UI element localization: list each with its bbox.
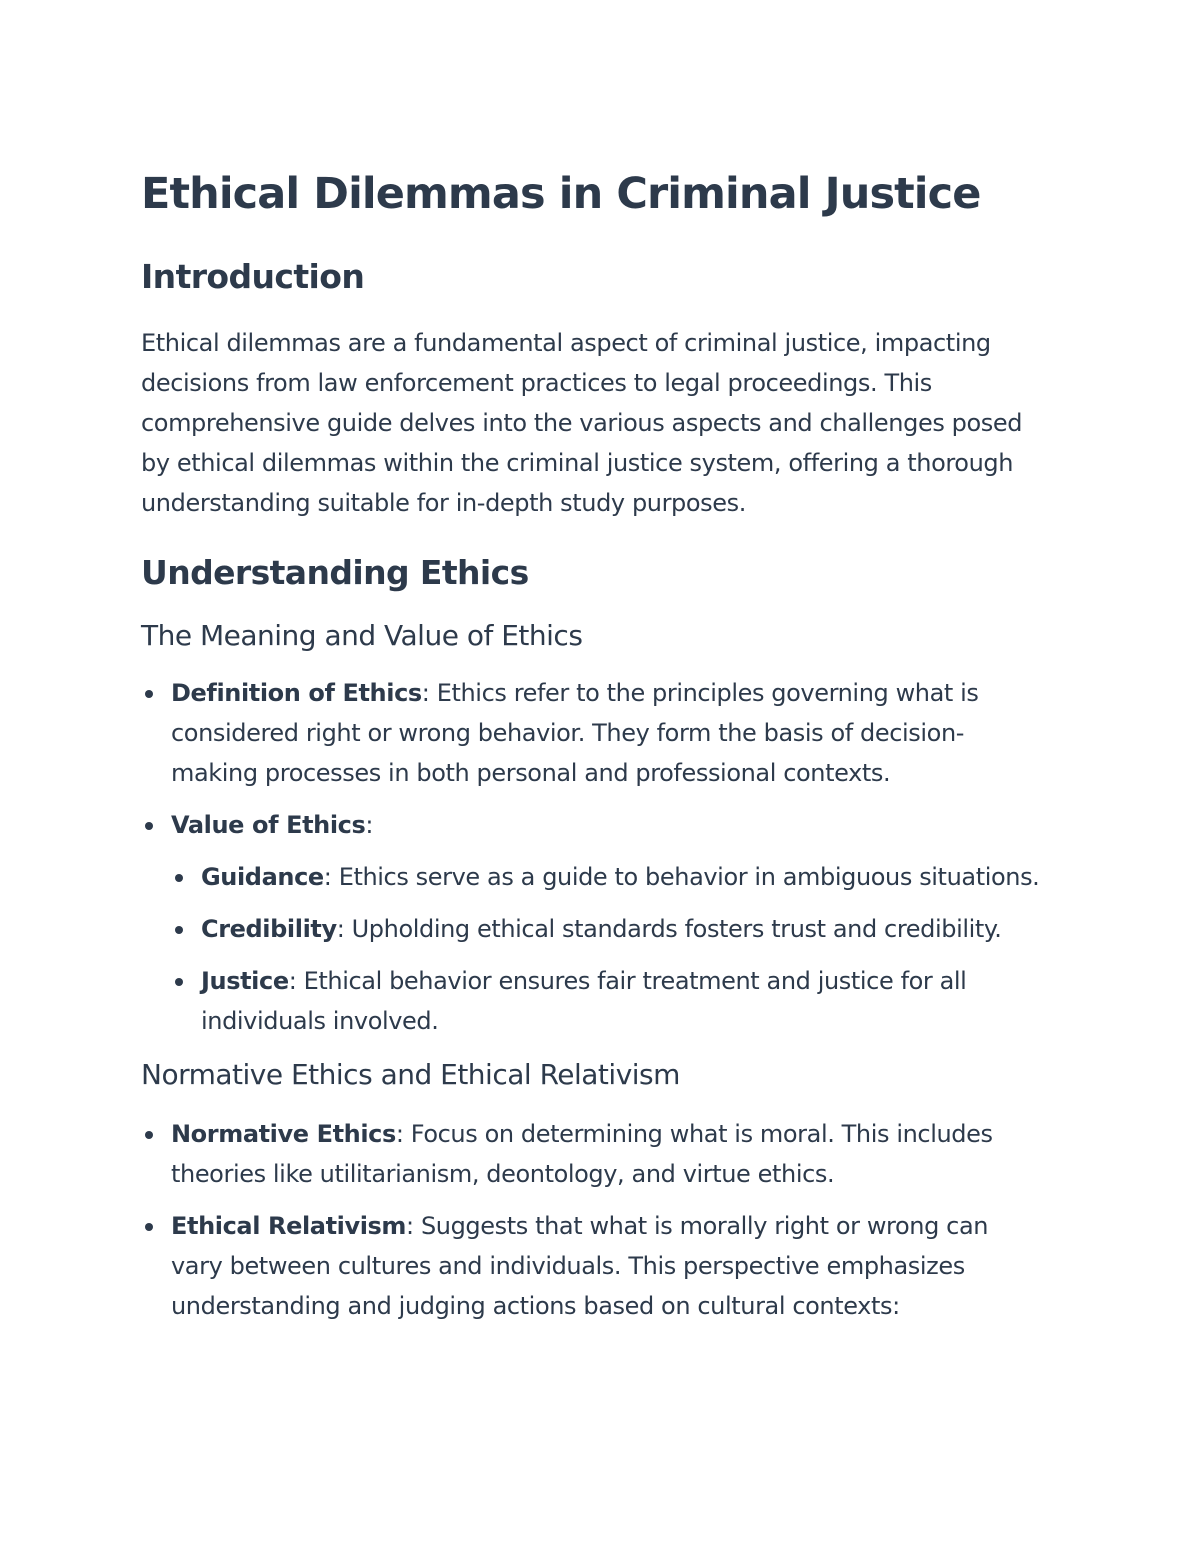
sublist-item-guidance [171, 857, 1046, 897]
introduction-heading: Introduction [141, 257, 365, 296]
list-item-term: Value of Ethics [171, 811, 366, 839]
list-item-text: : Ethics serve as a guide to behavior in ambiguous situations. [323, 863, 1040, 891]
meaning-list [141, 673, 1046, 1041]
list-item-term: Ethical Relativism [171, 1212, 407, 1240]
list-item-ethical-relativism [141, 1206, 1046, 1326]
list-item-value [141, 805, 1046, 1041]
list-item-term: Credibility [201, 915, 337, 943]
sublist-item-credibility [171, 909, 1046, 949]
list-item-text: : Upholding ethical standards fosters trust and credibility. [336, 915, 1002, 943]
list-item-definition [141, 673, 1046, 793]
sublist-item-justice [171, 961, 1046, 1041]
value-sublist [171, 857, 1046, 1041]
normative-relativism-heading: Normative Ethics and Ethical Relativism [141, 1058, 680, 1091]
understanding-ethics-heading: Understanding Ethics [141, 553, 529, 592]
list-item-text: : Suggests that what is morally right or wrong can vary between cultures and individuals. This perspective emphasizes understanding and judging actions based on cultural contexts: [171, 1212, 989, 1320]
introduction-paragraph: Ethical dilemmas are a fundamental aspect of criminal justice, impacting decisions from law enforcement practices to legal proceedings. This comprehensive guide delves into the various aspects and challenges posed by ethical dilemmas within the criminal justice system, offering a thorough understanding suitable for in-depth study purposes. [141, 329, 1023, 517]
list-item-text: : Focus on determining what is moral. This includes theories like utilitarianism, deontology, and virtue ethics. [171, 1120, 993, 1188]
list-item-term: Definition of Ethics [171, 679, 422, 707]
list-item-text: : Ethical behavior ensures fair treatment and justice for all individuals involved. [201, 967, 967, 1035]
list-item-text: : Ethics refer to the principles governing what is considered right or wrong behavior. They form the basis of decision-making processes in both personal and professional contexts. [171, 679, 979, 787]
list-item-term: Normative Ethics [171, 1120, 396, 1148]
list-item-term: Justice [201, 967, 289, 995]
normative-list [141, 1114, 1046, 1326]
list-item-term: Guidance [201, 863, 324, 891]
list-item-normative-ethics [141, 1114, 1046, 1194]
meaning-value-heading: The Meaning and Value of Ethics [141, 619, 583, 652]
list-item-text: : [365, 811, 374, 839]
document-title: Ethical Dilemmas in Criminal Justice [141, 169, 981, 219]
document-page [141, 166, 1046, 1326]
